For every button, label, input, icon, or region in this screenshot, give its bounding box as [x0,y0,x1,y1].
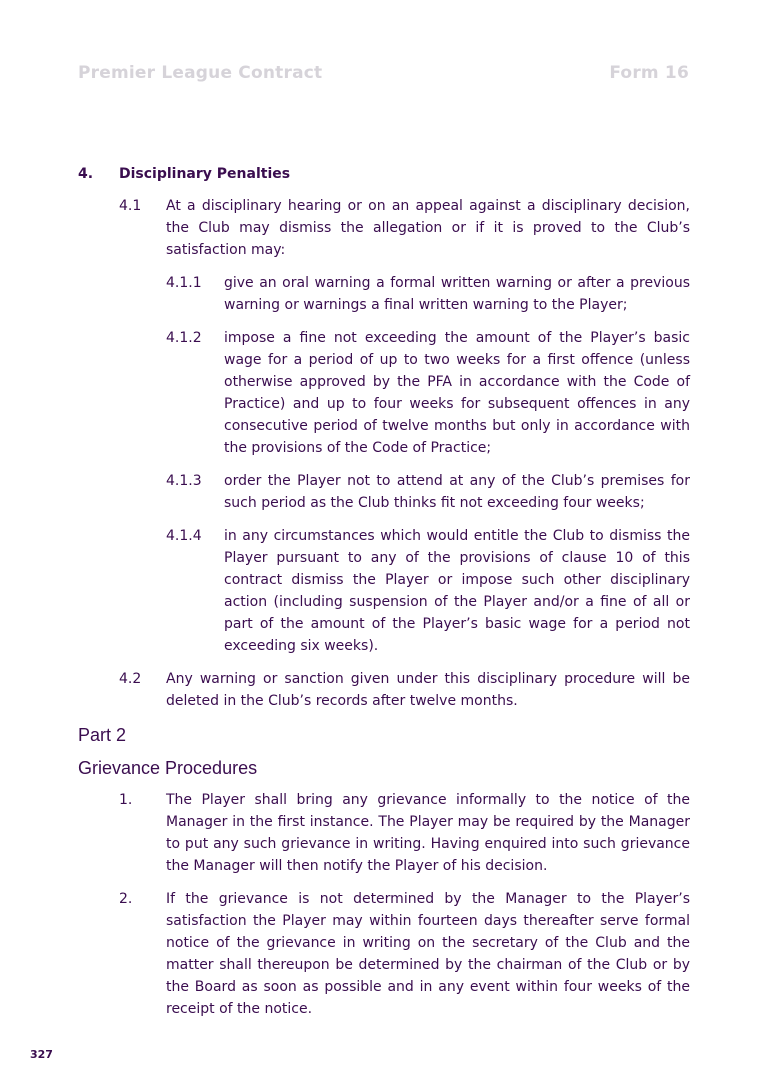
clause-number: 4.1.4 [166,528,202,544]
grievance-item-1 [78,789,690,877]
clause-4-1-3 [78,470,690,514]
page-number: 327 [30,1048,53,1061]
clause-4-1 [78,195,690,261]
clause-text: give an oral warning a formal written warning or after a previous warning or warnings a final written warning to the Player; [224,275,690,313]
item-number: 1. [119,792,133,808]
part-label: Part 2 [78,725,127,745]
part-title: Grievance Procedures [78,758,258,778]
clause-text: impose a fine not exceeding the amount of the Player’s basic wage for a period of up to two weeks for a first offence (unless otherwise approved by the PFA in accordance with the Code of Practice) and up to four weeks for subsequent offences in any consecutive period of twelve months but only in accordance with the provisions of the Code of Practice; [224,330,690,456]
clause-number: 4.1.3 [166,473,202,489]
clause-text: order the Player not to attend at any of the Club’s premises for such period as the Club thinks fit not exceeding four weeks; [224,473,690,511]
clause-number: 4.1.1 [166,275,202,291]
clause-text: At a disciplinary hearing or on an appeal against a disciplinary decision, the Club may dismiss the allegation or if it is proved to the Club’s satisfaction may: [166,198,690,258]
page-header [78,63,689,83]
form-label: Form 16 [609,63,689,83]
clause-4-1-1 [78,272,690,316]
grievance-item-2 [78,888,690,1020]
clause-4-1-2 [78,327,690,459]
clause-text: in any circumstances which would entitle the Club to dismiss the Player pursuant to any of the provisions of clause 10 of this contract dismiss the Player or impose such other disciplinary action (including suspension of the Player and/or a fine of all or part of the amount of the Player’s basic wage for a period not exceeding six weeks). [224,528,690,654]
clause-4-1-4 [78,525,690,657]
section-heading [78,163,690,185]
clause-number: 4.1.2 [166,330,202,346]
item-text: If the grievance is not determined by the Manager to the Player’s satisfaction the Player may within fourteen days thereafter serve formal notice of the grievance in writing on the secretary of the Club and the matter shall thereupon be determined by the chairman of the Club or by the Board as soon as possible and in any event within four weeks of the receipt of the notice. [166,891,690,1017]
clause-number: 4.2 [119,671,142,687]
clause-number: 4.1 [119,198,142,214]
section-title: Disciplinary Penalties [119,166,291,182]
clause-text: Any warning or sanction given under this disciplinary procedure will be deleted in the Club’s records after twelve months. [166,671,690,709]
section-number: 4. [78,166,94,182]
item-number: 2. [119,891,133,907]
document-body [78,163,690,1020]
document-title: Premier League Contract [78,63,323,83]
item-text: The Player shall bring any grievance informally to the notice of the Manager in the first instance. The Player may be required by the Manager to put any such grievance in writing. Having enquired into such grievance the Manager will then notify the Player of his decision. [166,792,690,874]
clause-4-2 [78,668,690,712]
